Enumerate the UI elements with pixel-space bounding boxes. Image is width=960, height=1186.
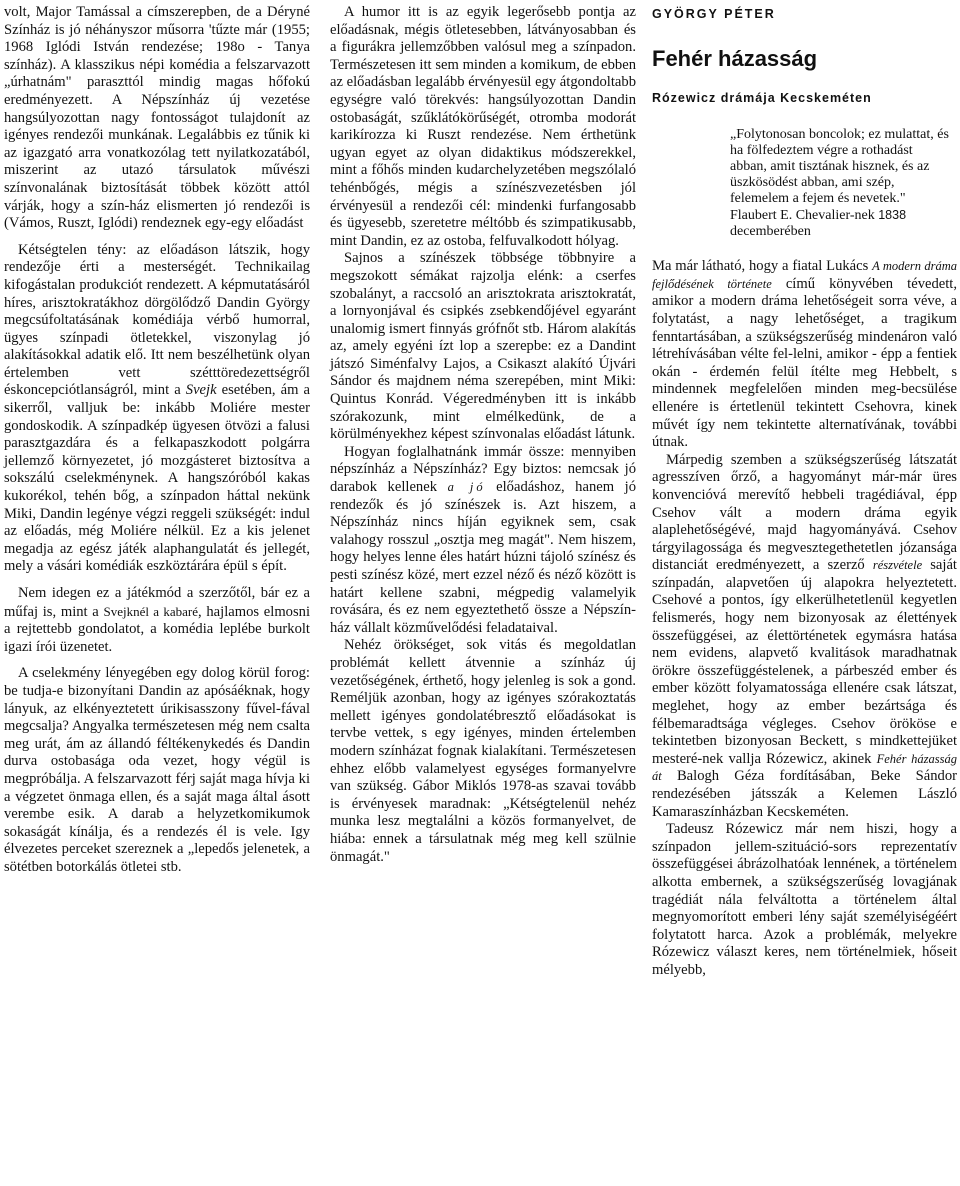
author-byline: GYÖRGY PÉTER <box>652 7 776 21</box>
paragraph: A humor itt is az egyik legerősebb pontja az előadásnak, mégis ötletesebben, látványosabban és a figurákra jellemzőbben valósul meg a színpadon. Természetesen itt sem minden a komikum, de ebben az előadásban legalább érvényesül egy átgondoltabb egységre való törekvés: hangsúlyozottan Dandin ostobaságát, szűklátókörűségét, otromba modorát karikírozza ki Ruszt rendezése. Nem érthetünk ugyan egyet az olyan didaktikus módszerekkel, mint a főhős minden kudarchelyzetében megszólaló tehénbőgés, mégis a színészvezetésben jól érvényesül a rendezői cél: mindenki furfangosabb és ügyesebb, szeretetre méltóbb és szimpatikusabb, mint Dandin, ez az ostoba, felfuvalkodott hólyag. <box>330 4 636 249</box>
paragraph <box>330 444 636 638</box>
paragraph <box>4 585 310 656</box>
article-column-2 <box>330 4 636 866</box>
paragraph-text: Nem idegen ez a játékmód a szerzőtől, bár ez a műfaj is, mint a <box>4 585 310 620</box>
small-text: Svejknél a kabaré <box>103 603 199 619</box>
article-body <box>652 258 957 979</box>
italic-text: Svejk <box>185 382 217 399</box>
paragraph-text: előadáshoz, hanem jó rendezők és jó színészek is. Azt hiszem, a Népszínház nincs híján egyiknek sem, csak valahogy rosszul „osztja meg magát". Nem hiszem, hogy helyes lenne éles határt húzni tájoló színész és pesti színész közé, mert ezzel néző és néző között is határt kellene szabni, mégpedig valamelyik rovására, és ez nem egyeztethető össze a Népszín-ház vállalt közművelődési feladataival. <box>330 479 636 636</box>
paragraph: Tadeusz Rózewicz már nem hiszi, hogy a színpadon jellem-szituáció-sors reprezentatív összefüggései ábrázolhatóak lennének, a történelem alkotta embernek, a szükségszerűség lovagjának tragédiát nála felváltotta a történelem által megnyomorított emberi lény saját személyiségéért folytatott harca. Azok a problémák, melyekre Rózewicz választ keres, nem történelmiek, hőseit mélyebb, <box>652 821 957 978</box>
epigraph-source-text: decemberében <box>730 224 811 240</box>
paragraph-text: , hajlamos elmosni a rejtettebb gondolatot, a komédia leplébe burkolt igazi írói üzenetet. <box>4 603 310 655</box>
epigraph-quote: „Folytonosan boncolok; ez mulattat, és ha fölfedeztem végre a rothadást abban, amit tisztának hisznek, és az üszkösödést abban, ami szép, felemelem a fejem és nevetek." <box>730 127 949 207</box>
play-title: Fehér házasság át <box>652 751 957 784</box>
epigraph-source <box>730 207 951 240</box>
paragraph <box>652 258 957 452</box>
article-column-3 <box>652 4 957 980</box>
paragraph: Nehéz örökséget, sok vitás és megoldatlan problémát kellett átvennie a színház új vezetőségének, érthető, hogy jelenleg is sok a gond. Reméljük azonban, hogy az igényes szórakoztatás mellett igényes gondolatébresztő előadásokat is tervbe vettek, s egy igényes, minden értelemben modern színházat fognak kialakítani. Természetesen ehhez előbb valamelyest egységes formanyelvre van szükség. Gábor Miklós 1978-as szavai tovább is érvényesek maradnak: „Kétségtelenül nehéz munka lesz megtalálni a közös formanyelvet, de hiába: ennek a társulatnak még meg kell szülnie önmagát." <box>330 637 636 865</box>
paragraph <box>652 452 957 821</box>
paragraph <box>4 242 310 576</box>
article-column-1 <box>4 4 310 877</box>
paragraph-text: saját színpadán, alapvetően új alapokra helyeztetett. Csehové a pontos, így elkerülhetetlenül kegyetlen felismerés, hogy nem bizonyosak az élettények összefüggései, az élettörténetek egymásra hatása nem evidens, alapvető kvalitások maradhatnak örökre összefüggéstelenek, a párbeszéd ember és ember között folyamatossága ellenére csak látszat, meglehet, hogy az ember bezártsága és félbemaradtsága végleges. Csehov örököse e tekintetben bizonyosan Beckett, s mindkettejüket mesteré-nek vallja Rózewicz, akinek <box>652 557 957 767</box>
article-subtitle: Rózewicz drámája Kecskeméten <box>652 90 872 105</box>
book-title: A modern dráma fejlődésének története <box>652 259 958 291</box>
epigraph-source-year: 1838 <box>878 208 907 223</box>
paragraph: volt, Major Tamással a címszerepben, de a Déryné Színház is jó néhányszor műsorra 'tűzte már (1955; 1968 Iglódi István rendezése; 198o - Tanya színház). A klasszikus népi komédia a felszarvazott „úrhatnám" paraszttól mindig magas hőfokú eredményezett. A Népszínház új vezetése hangsúlyozottan nagy fontosságot tulajdonít az igényes rendezői munkának. Legalábbis ez tűnik ki az igazgató arra vonatkozólag tett nyilatkozatából, miszerint az utazó társulatok művészi színvonalának biztosítását többek között attól várják, hogy a szín-ház elismerten jó rendezői is (Vámos, Ruszt, Iglódi) rendeznek egy-egy előadást <box>4 4 310 232</box>
article-title: Fehér házasság <box>652 45 818 71</box>
paragraph-text: Hogyan foglalhatnánk immár össze: mennyiben népszínház a Népszínház? Egy biztos: nemcsak jó darabok kellenek <box>330 443 636 496</box>
paragraph-text: Kétségtelen tény: az előadáson látszik, hogy rendezője érti a mesterségét. Technikailag kifogástalan produkciót rendezett. A képmutatásáról híres, arisztokratákhoz dörgölődző Dandin György megcsúfoltatásának komédiája vérbő humorral, ügyes színpadi ötletekkel, viszonylag jó alakításokkal adatik elő. Itt nem beszélhetünk olyan értelemben vett szétttöredezettségről éskoncepciótlanságról, mint a <box>4 241 310 399</box>
paragraph-text: című könyvében tévedett, amikor a modern dráma lehetőségeit sorra véve, a folytatást, a nagy lehetőséget, a tragikum fenntartásában, a szükségszerűség mindenáron való létrehívásában vélte fel-lelni, amikor - épp a fentiek okán - érdemén felül ítélte meg Hebbelt, s mindennek megfelelően minden meg-becsülése ellenére is értetlenül tekintett Csehovra, kinek művét így nem tekintette alternatívának, további útnak. <box>652 275 958 451</box>
epigraph-source-text: Flaubert E. Chevalier-nek <box>730 208 879 224</box>
paragraph-text: Ma már látható, hogy a fiatal Lukács <box>652 258 873 275</box>
italic-text: részvétele <box>872 558 923 573</box>
paragraph-text: Márpedig szemben a szükségszerűség látszatát agresszíven őrző, a hagyományt már-már üres konvencióvá merevítő hebbeli tragédiával, épp Csehov vált a modern dráma egyik alaplehetőségévé, majd hagyományává. Csehov tárgyilagossága és megvesztegethetetlen józansága distanciát eredményezett, a szerző <box>652 451 957 574</box>
paragraph-text: Balogh Géza fordításában, Beke Sándor rendezésében játsszák a Kelemen László Kamaraszínházban Kecskeméten. <box>652 768 957 820</box>
paragraph-text: esetében, ám a sikerről, valljuk be: inkább Moliére mester gondoskodik. A színpadkép ügyesen ötvözi a falusi parasztgazdára és a felkapaszkodott polgárra jellemző környezetet, jó mozgásteret biztosítva a sokszálú cselekménynek. A hangszóróból kakas kukorékol, tehén bőg, a színpadon háttal nekünk Miki, Dandin legénye végzi reggeli szükségét: indul az előadás, még Moliére nélkül. Ez a kis jelenet megadja az egész játék alaphangulatát és jellegét, mely a vásári komédiák eszköztárára épül s épít. <box>4 382 310 575</box>
italic-text: a jó <box>447 480 486 495</box>
paragraph: A cselekmény lényegében egy dolog körül forog: be tudja-e bizonyítani Dandin az apósáéknak, hogy lányuk, az elkényeztetett úrikisasszony fűvel-fával megcsalja? Angyalka természetesen még nem csalta meg urát, ám az állandó féltékenykedés és Dandin durva ostobasága oda vezet, hogy végül is megpróbálja. A felszarvazott férj saját maga hívja ki a végzetet önmaga ellen, és a saját maga által ásott verembe esik. A darab a helyzetkomikumok sokaságát kínálja, és a rendezés él is vele. Igy élvezetes perceket szereznek a „lepedős jelenetek, a sötétben botorkálás ötletei stb. <box>4 665 310 875</box>
paragraph: Sajnos a színészek többsége többnyire a megszokott sémákat rajzolja elénk: a cserfes szobalányt, a raccsoló an arisztokrata arisztokratát, a lornyonjával és csipkés zsebkendőjével egyaránt unalomig ismert finnyás grófnőt stb. Három alakítás az, amely egyéni ízt lop a szerepbe: ez a Dandint játszó Siménfalvy Lajos, a Csikaszt alakító Újvári Sándor és majdnem néma szerepében, mint Miki: Quintus Konrád. Végeredményben itt is inkább szórakozunk, mint elmélkedünk, de a körülményekhez képest színvonalas előadást látunk. <box>330 250 636 443</box>
epigraph <box>730 127 951 240</box>
